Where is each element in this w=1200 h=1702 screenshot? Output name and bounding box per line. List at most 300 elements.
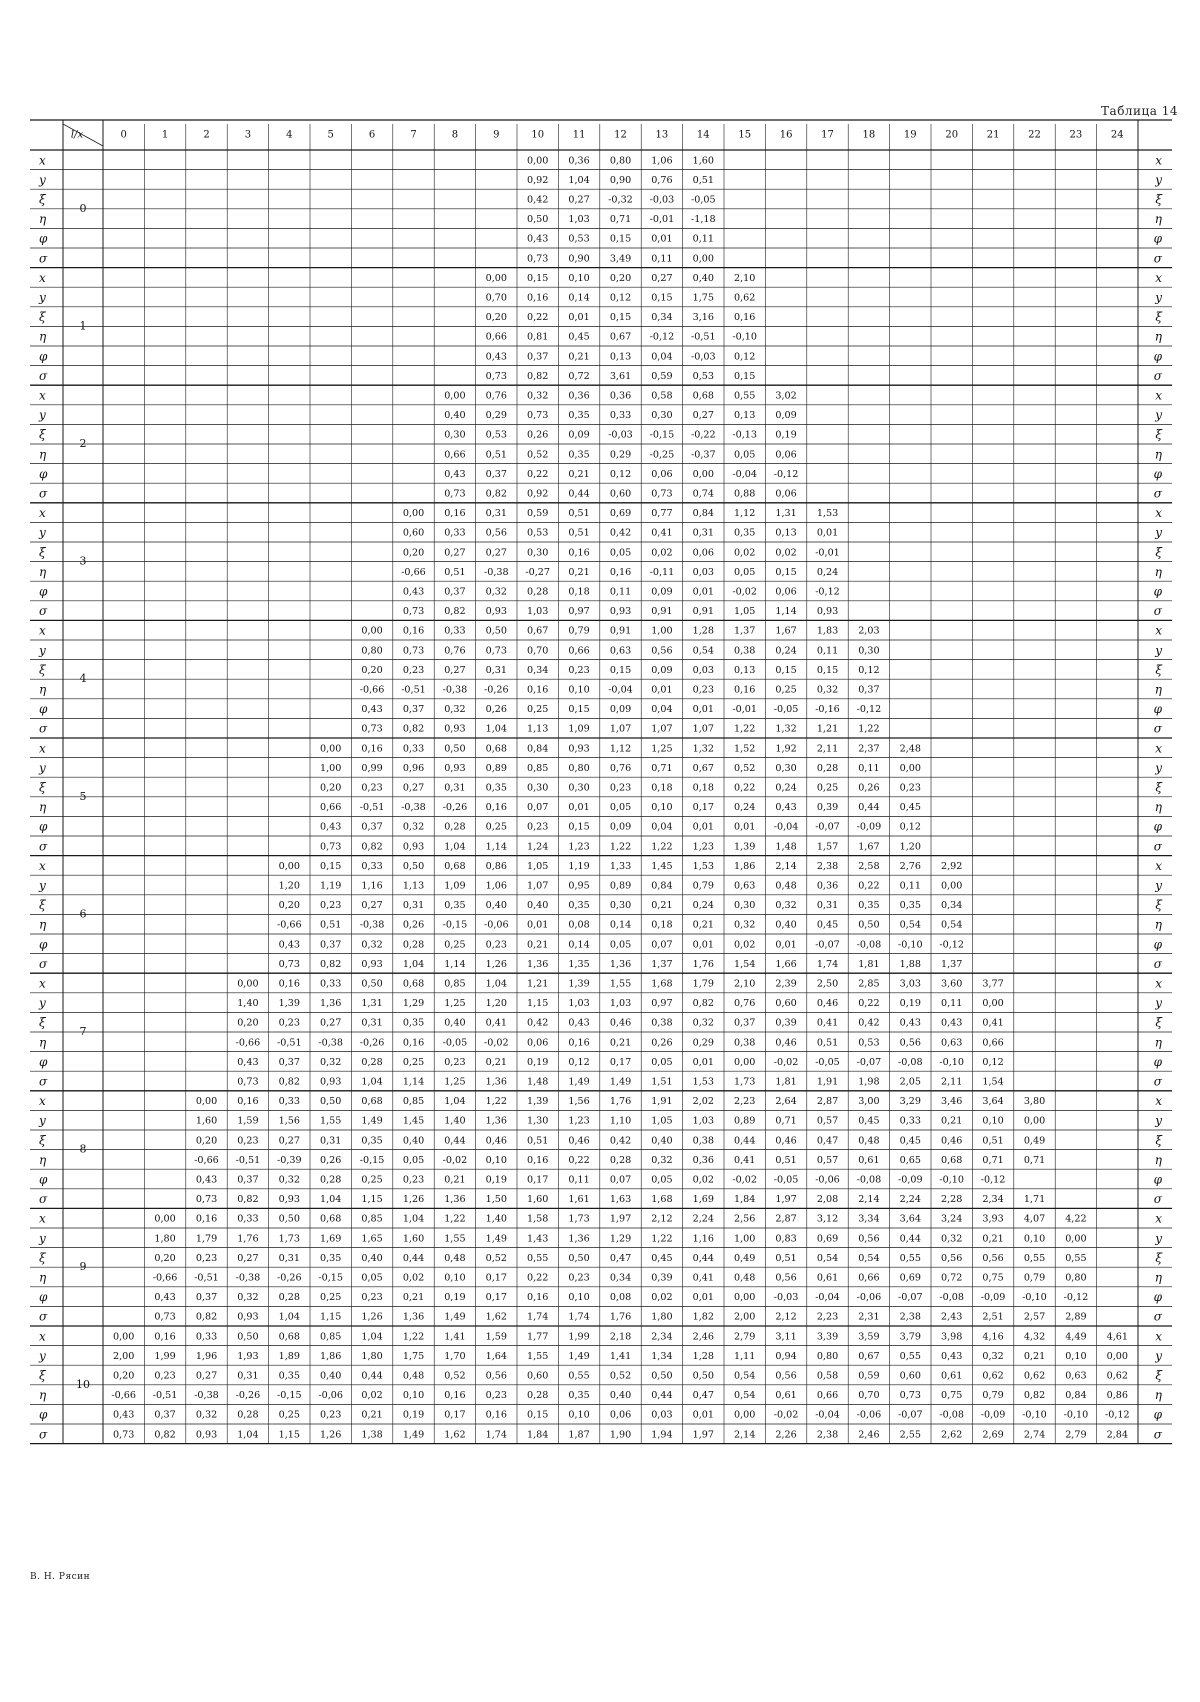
table-cell: -0,08 (856, 1174, 882, 1186)
table-cell: -0,66 (152, 1272, 178, 1284)
row-label-eta: η (39, 682, 47, 697)
table-cell: 0,00 (1065, 1233, 1087, 1245)
column-header: 20 (945, 129, 959, 141)
table-cell: 1,13 (402, 880, 425, 892)
table-cell: 0,01 (568, 802, 590, 814)
column-header: 9 (493, 129, 500, 141)
row-label-phi: φ (39, 1407, 48, 1422)
table-cell: 1,80 (154, 1233, 176, 1245)
table-cell: 0,72 (568, 370, 590, 382)
table-cell: 0,73 (899, 1390, 921, 1402)
table-cell: 0,22 (568, 1154, 590, 1166)
table-cell: 2,24 (899, 1194, 921, 1206)
table-cell: -0,66 (401, 566, 426, 578)
table-cell: 0,10 (1023, 1233, 1046, 1245)
table-cell: 0,02 (402, 1272, 425, 1284)
table-cell: 1,04 (485, 978, 507, 990)
table-cell: -0,27 (525, 566, 551, 578)
table-cell: 1,48 (527, 1076, 549, 1088)
table-cell: 0,52 (609, 1370, 632, 1382)
table-cell: 0,54 (941, 919, 963, 931)
table-cell: 1,74 (568, 1311, 590, 1323)
table-cell: 0,63 (734, 880, 756, 892)
table-cell: 0,45 (899, 1135, 921, 1147)
table-cell: -0,38 (359, 919, 385, 931)
table-cell: 1,59 (485, 1331, 507, 1343)
table-cell: 0,18 (692, 782, 714, 794)
row-label-y: y (39, 1231, 46, 1246)
table-cell: -0,12 (1104, 1409, 1130, 1421)
table-cell: 0,47 (692, 1390, 714, 1402)
table-cell: 0,09 (651, 664, 673, 676)
table-cell: 0,31 (237, 1370, 259, 1382)
row-label-right: x (1155, 506, 1162, 521)
table-cell: -0,26 (235, 1390, 261, 1402)
table-cell: 2,00 (734, 1311, 756, 1323)
table-cell: 0,92 (527, 488, 549, 500)
table-cell: 0,80 (361, 645, 383, 657)
table-cell: 0,35 (402, 1017, 425, 1029)
row-label-phi: φ (39, 1054, 48, 1069)
table-cell: 1,03 (527, 606, 549, 618)
row-label-right: φ (1153, 937, 1162, 952)
table-cell: 0,22 (527, 468, 549, 480)
table-cell: -0,09 (980, 1292, 1006, 1304)
row-label-xi: ξ (39, 1133, 46, 1148)
table-cell: 2,31 (858, 1311, 880, 1323)
block-number: 8 (79, 1142, 87, 1156)
table-cell: 2,03 (858, 625, 880, 637)
table-cell: 1,25 (444, 1076, 466, 1088)
table-cell: 1,14 (402, 1076, 425, 1088)
table-cell: 0,43 (775, 802, 797, 814)
table-cell: 1,53 (816, 508, 839, 520)
table-cell: 0,93 (444, 762, 466, 774)
table-cell: 0,01 (692, 821, 714, 833)
table-cell: 0,40 (775, 919, 797, 931)
table-cell: 0,06 (527, 1037, 549, 1049)
table-cell: 0,66 (568, 645, 590, 657)
table-cell: 0,16 (568, 1037, 590, 1049)
table-cell: 2,00 (113, 1350, 135, 1362)
table-cell: 0,34 (609, 1272, 632, 1284)
table-cell: 0,50 (361, 978, 383, 990)
table-cell: 2,62 (941, 1429, 963, 1441)
row-label-right: φ (1153, 231, 1162, 246)
table-cell: 0,08 (609, 1292, 632, 1304)
table-cell: 0,23 (899, 782, 921, 794)
table-cell: 0,94 (775, 1350, 797, 1362)
table-cell: 1,49 (568, 1076, 590, 1088)
table-cell: 0,50 (402, 860, 425, 872)
table-cell: 1,55 (527, 1350, 549, 1362)
row-label-y: y (39, 760, 46, 775)
table-cell: 0,88 (734, 488, 756, 500)
table-cell: 0,77 (651, 508, 673, 520)
table-cell: 1,83 (816, 625, 839, 637)
table-cell: 0,43 (941, 1017, 963, 1029)
table-cell: -0,06 (856, 1292, 882, 1304)
table-cell: 0,26 (485, 704, 507, 716)
table-cell: 0,28 (278, 1292, 300, 1304)
table-cell: 3,11 (775, 1331, 797, 1343)
row-label-right: x (1155, 1211, 1162, 1226)
table-cell: 0,70 (527, 645, 549, 657)
table-cell: 0,13 (775, 527, 797, 539)
table-cell: 1,62 (485, 1311, 507, 1323)
table-cell: -0,38 (401, 802, 426, 814)
table-cell: 0,97 (651, 998, 673, 1010)
table-cell: 0,79 (982, 1390, 1004, 1402)
table-cell: 1,36 (527, 958, 549, 970)
table-cell: 0,02 (651, 1292, 673, 1304)
table-cell: 0,50 (527, 214, 549, 226)
table-cell: 1,04 (402, 1213, 425, 1225)
table-cell: 2,64 (775, 1096, 797, 1108)
table-cell: 0,46 (816, 998, 839, 1010)
table-cell: -0,66 (359, 684, 385, 696)
corner-label: l/x (70, 129, 84, 141)
table-cell: 0,41 (651, 527, 673, 539)
table-cell: 0,19 (527, 1056, 549, 1068)
table-cell: 2,79 (1065, 1429, 1087, 1441)
table-cell: 0,43 (527, 233, 549, 245)
table-cell: 3,00 (858, 1096, 880, 1108)
table-cell: 0,13 (734, 410, 756, 422)
table-cell: 0,50 (320, 1096, 342, 1108)
table-cell: 0,91 (609, 625, 632, 637)
table-cell: 1,03 (568, 998, 590, 1010)
table-cell: 0,53 (485, 429, 507, 441)
table-cell: 0,73 (527, 253, 549, 265)
table-cell: 0,90 (609, 174, 632, 186)
table-cell: 1,00 (651, 625, 673, 637)
table-cell: 1,16 (361, 880, 383, 892)
table-cell: 2,74 (1023, 1429, 1046, 1441)
table-cell: 1,29 (609, 1233, 632, 1245)
row-label-sigma: σ (39, 1074, 48, 1089)
table-cell: -0,51 (152, 1390, 178, 1402)
table-cell: 1,38 (361, 1429, 383, 1441)
table-cell: 3,29 (899, 1096, 921, 1108)
table-cell: 0,33 (609, 410, 632, 422)
row-label-right: y (1155, 878, 1162, 893)
table-cell: 1,14 (485, 841, 507, 853)
table-cell: 0,12 (609, 468, 632, 480)
table-cell: 0,25 (527, 704, 549, 716)
table-cell: 0,15 (527, 1409, 549, 1421)
table-cell: 1,39 (568, 978, 590, 990)
table-cell: 0,54 (734, 1370, 756, 1382)
table-cell: 0,27 (237, 1252, 259, 1264)
table-cell: 0,97 (568, 606, 590, 618)
table-cell: 1,89 (278, 1350, 300, 1362)
table-cell: 0,51 (816, 1037, 839, 1049)
table-cell: 1,88 (899, 958, 921, 970)
table-cell: 0,93 (402, 841, 425, 853)
table-cell: 0,27 (195, 1370, 218, 1382)
table-cell: 0,48 (444, 1252, 466, 1264)
row-label-x: x (39, 388, 46, 403)
table-cell: 3,80 (1023, 1096, 1046, 1108)
table-cell: 0,66 (444, 449, 466, 461)
table-cell: 1,26 (402, 1194, 425, 1206)
table-cell: 1,36 (485, 1076, 507, 1088)
block-number: 7 (79, 1025, 87, 1038)
table-cell: 0,07 (527, 802, 549, 814)
table-cell: 2,12 (775, 1311, 797, 1323)
table-cell: 0,75 (941, 1390, 963, 1402)
table-cell: 0,27 (568, 194, 590, 206)
table-cell: 0,38 (734, 645, 756, 657)
table-cell: 1,69 (692, 1194, 714, 1206)
table-cell: 0,25 (402, 1056, 425, 1068)
table-cell: 0,82 (1023, 1390, 1046, 1402)
table-cell: 1,84 (527, 1429, 549, 1441)
table-cell: 0,54 (858, 1252, 880, 1264)
table-cell: 0,29 (485, 410, 507, 422)
table-cell: 0,27 (444, 547, 466, 559)
row-label-phi: φ (39, 349, 48, 364)
table-cell: 0,05 (651, 1056, 673, 1068)
table-cell: 0,15 (527, 272, 549, 284)
table-cell: 0,37 (527, 351, 549, 363)
table-cell: 1,68 (651, 1194, 673, 1206)
table-cell: 0,28 (361, 1056, 383, 1068)
table-cell: 1,23 (568, 841, 590, 853)
table-cell: 1,45 (651, 860, 673, 872)
table-cell: 0,68 (361, 1096, 383, 1108)
column-header: 11 (572, 129, 586, 141)
table-cell: 3,24 (941, 1213, 963, 1225)
table-cell: 0,20 (113, 1370, 135, 1382)
table-cell: -0,01 (649, 214, 675, 226)
column-header: 12 (614, 129, 627, 141)
table-cell: 4,07 (1023, 1213, 1046, 1225)
table-cell: 1,22 (444, 1213, 466, 1225)
table-cell: 1,49 (609, 1076, 632, 1088)
table-cell: -0,09 (856, 821, 882, 833)
table-cell: -0,13 (732, 429, 758, 441)
table-cell: 1,04 (361, 1076, 383, 1088)
table-cell: 0,73 (154, 1311, 176, 1323)
table-cell: 1,81 (775, 1076, 797, 1088)
row-label-x: x (39, 741, 46, 756)
table-cell: 0,50 (278, 1213, 300, 1225)
table-cell: 0,55 (527, 1252, 549, 1264)
table-cell: 0,52 (527, 449, 549, 461)
row-label-sigma: σ (39, 604, 48, 619)
table-cell: -0,09 (897, 1174, 923, 1186)
table-cell: 0,40 (609, 1390, 632, 1402)
table-cell: -0,12 (856, 704, 882, 716)
table-cell: 0,43 (278, 939, 300, 951)
table-cell: 0,01 (692, 704, 714, 716)
table-cell: 1,04 (361, 1331, 383, 1343)
table-cell: -0,15 (359, 1154, 385, 1166)
table-cell: 0,35 (734, 527, 756, 539)
table-cell: 2,26 (775, 1429, 797, 1441)
column-header: 21 (986, 129, 1000, 141)
row-label-right: x (1155, 741, 1162, 756)
table-cell: 0,55 (1065, 1252, 1087, 1264)
table-cell: 1,36 (402, 1311, 425, 1323)
table-cell: 1,41 (609, 1350, 632, 1362)
table-cell: 0,39 (816, 802, 839, 814)
table-cell: 0,46 (609, 1017, 632, 1029)
table-cell: 0,22 (858, 998, 880, 1010)
row-label-right: x (1155, 976, 1162, 991)
table-cell: 0,30 (775, 762, 797, 774)
table-cell: 3,12 (816, 1213, 839, 1225)
row-label-xi: ξ (39, 780, 46, 795)
table-cell: 0,16 (527, 1292, 549, 1304)
table-cell: 0,35 (899, 900, 921, 912)
table-cell: 0,31 (361, 1017, 383, 1029)
table-cell: 0,21 (361, 1409, 383, 1421)
table-cell: 1,87 (568, 1429, 590, 1441)
table-cell: -0,03 (690, 351, 716, 363)
row-label-right: σ (1153, 604, 1162, 619)
table-cell: 1,04 (237, 1429, 259, 1441)
table-cell: 1,32 (775, 723, 797, 735)
table-cell: 0,73 (195, 1194, 218, 1206)
row-label-sigma: σ (39, 486, 48, 501)
table-cell: 0,24 (816, 566, 839, 578)
table-cell: 0,38 (692, 1135, 714, 1147)
table-cell: 1,53 (692, 1076, 714, 1088)
table-cell: 1,37 (941, 958, 963, 970)
table-cell: 0,02 (775, 547, 797, 559)
table-cell: 3,02 (775, 390, 797, 402)
row-label-x: x (39, 1094, 46, 1109)
table-cell: 0,35 (568, 1390, 590, 1402)
table-cell: 0,53 (692, 370, 714, 382)
table-cell: -0,08 (939, 1409, 965, 1421)
table-cell: 3,93 (982, 1213, 1004, 1225)
row-label-right: y (1155, 525, 1162, 540)
table-cell: 0,82 (195, 1311, 218, 1323)
table-cell: 0,32 (402, 821, 425, 833)
table-cell: 1,75 (402, 1350, 425, 1362)
table-cell: 0,62 (734, 292, 756, 304)
table-cell: 0,18 (568, 586, 590, 598)
table-cell: 0,56 (775, 1370, 797, 1382)
table-cell: 0,50 (858, 919, 880, 931)
table-cell: 0,73 (361, 723, 383, 735)
table-cell: 0,32 (651, 1154, 673, 1166)
table-cell: 0,15 (568, 704, 590, 716)
table-cell: 0,21 (982, 1233, 1004, 1245)
table-cell: 0,20 (195, 1135, 218, 1147)
column-header: 5 (327, 129, 334, 141)
table-cell: 1,16 (692, 1233, 714, 1245)
table-cell: 0,27 (361, 900, 383, 912)
table-cell: 1,52 (734, 743, 756, 755)
row-label-sigma: σ (39, 721, 48, 736)
table-cell: 0,31 (692, 527, 714, 539)
table-cell: 0,59 (858, 1370, 880, 1382)
table-cell: 2,23 (816, 1311, 839, 1323)
table-cell: 0,51 (568, 508, 590, 520)
row-label-right: σ (1153, 486, 1162, 501)
table-cell: 0,17 (609, 1056, 632, 1068)
table-cell: 0,14 (568, 939, 590, 951)
row-label-x: x (39, 153, 46, 168)
row-label-right: σ (1153, 1074, 1162, 1089)
table-cell: -0,12 (773, 468, 799, 480)
table-cell: 0,21 (527, 939, 549, 951)
table-cell: -0,01 (815, 547, 840, 559)
table-cell: 0,38 (651, 1017, 673, 1029)
table-cell: 0,73 (113, 1429, 135, 1441)
table-cell: 0,39 (775, 1017, 797, 1029)
table-cell: 2,12 (651, 1213, 673, 1225)
table-cell: 1,49 (568, 1350, 590, 1362)
table-number-label: Таблица 14 (1101, 104, 1178, 118)
table-cell: 1,03 (568, 214, 590, 226)
column-header: 17 (821, 129, 834, 141)
table-cell: 0,16 (527, 684, 549, 696)
table-cell: 0,36 (568, 390, 590, 402)
table-cell: 0,15 (609, 664, 632, 676)
row-label-xi: ξ (39, 1250, 46, 1265)
table-cell: 1,77 (527, 1331, 549, 1343)
table-cell: 0,33 (320, 978, 342, 990)
table-cell: 1,55 (444, 1233, 466, 1245)
table-cell: 0,15 (320, 860, 342, 872)
row-label-right: y (1155, 408, 1162, 423)
table-cell: 1,49 (402, 1429, 425, 1441)
table-cell: 0,76 (609, 762, 632, 774)
table-cell: 0,79 (568, 625, 590, 637)
table-cell: 0,73 (402, 645, 425, 657)
table-cell: -0,07 (897, 1409, 923, 1421)
table-cell: 0,15 (609, 233, 632, 245)
table-cell: 0,32 (195, 1409, 218, 1421)
table-cell: -0,51 (359, 802, 385, 814)
row-label-right: y (1155, 996, 1162, 1011)
column-header: 18 (862, 129, 876, 141)
table-cell: 0,50 (568, 1252, 590, 1264)
table-cell: 0,41 (692, 1272, 714, 1284)
table-cell: 1,98 (858, 1076, 880, 1088)
table-cell: 0,56 (858, 1233, 880, 1245)
table-cell: 0,54 (816, 1252, 839, 1264)
table-cell: 1,22 (858, 723, 880, 735)
table-cell: -1,18 (690, 214, 716, 226)
table-cell: 2,39 (775, 978, 797, 990)
table-cell: 0,00 (734, 1056, 756, 1068)
table-cell: 0,00 (941, 880, 963, 892)
table-cell: 1,05 (734, 606, 756, 618)
table-cell: 0,32 (320, 1056, 342, 1068)
table-cell: 0,15 (775, 566, 797, 578)
table-cell: 0,76 (485, 390, 507, 402)
table-cell: 1,04 (320, 1194, 342, 1206)
table-cell: 1,15 (278, 1429, 300, 1441)
table-cell: 0,04 (651, 704, 673, 716)
table-cell: 0,25 (485, 821, 507, 833)
table-cell: 3,49 (609, 253, 632, 265)
table-cell: -0,32 (608, 194, 633, 206)
table-cell: 0,40 (692, 272, 714, 284)
table-cell: 0,82 (320, 958, 342, 970)
table-cell: 0,51 (527, 1135, 549, 1147)
table-cell: 0,23 (195, 1252, 218, 1264)
table-cell: 0,11 (816, 645, 839, 657)
table-cell: 2,28 (941, 1194, 963, 1206)
